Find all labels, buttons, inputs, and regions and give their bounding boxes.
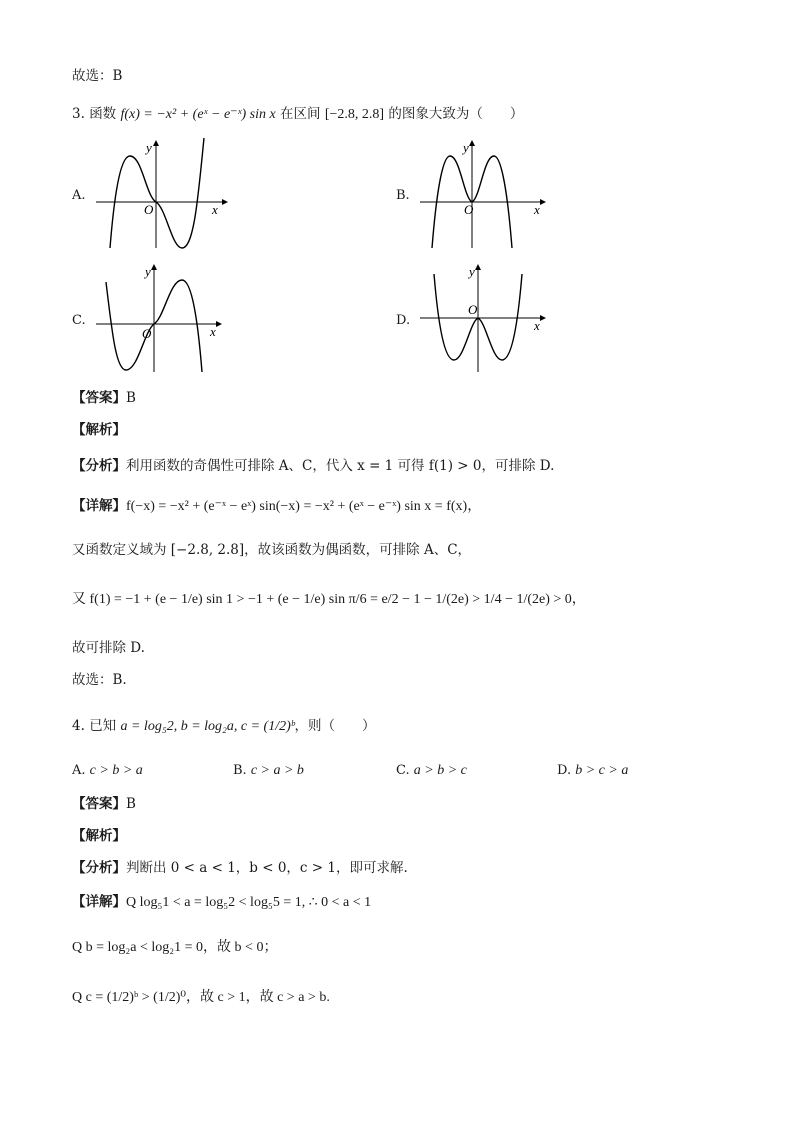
prev-conclusion: 故选：B [72, 68, 123, 84]
q3-xiangjie-2: 又函数定义域为 [−2.8, 2.8]，故该函数为偶函数，可排除 A、C， [72, 542, 472, 558]
q4-text-prefix: 已知 [89, 718, 117, 734]
answer-tag: 【答案】 [72, 796, 126, 812]
answer-value: B [126, 390, 136, 406]
origin-label: O [144, 202, 154, 217]
graph-option-b [416, 138, 556, 257]
q3-text-mid: 在区间 [280, 106, 321, 122]
option-d-label: D. [396, 313, 411, 328]
q3-fenxi [72, 456, 554, 476]
option-a-label: A. [72, 188, 86, 203]
q4-text-suffix: ，则（ ） [294, 718, 376, 734]
xiangjie-text: f(−x) = −x² + (e⁻ˣ − eˣ) sin(−x) = −x² + (eˣ − e⁻ˣ) sin x = f(x)， [126, 499, 482, 514]
origin-label: O [464, 202, 474, 217]
origin-label: O [142, 326, 152, 341]
fenxi-text: 判断出 0 < a < 1，b < 0，c > 1，即可求解. [126, 860, 408, 876]
curve [110, 138, 204, 248]
fenxi-tag: 【分析】 [72, 458, 126, 474]
x-axis-arrow [222, 199, 228, 205]
q4-answer [72, 794, 136, 814]
choice-c [396, 763, 467, 779]
q4-analysis-tag: 【解析】 [72, 828, 126, 844]
q3-text-prefix: 函数 [89, 106, 117, 122]
graph-option-d [416, 262, 556, 381]
q3-xiangjie-1 [72, 496, 481, 517]
choice-a-label: A. [72, 763, 86, 778]
choice-b [233, 763, 304, 779]
x-axis-label: x [534, 318, 540, 333]
q3-interval: [−2.8, 2.8] [324, 107, 385, 122]
q4-stem [72, 716, 376, 737]
y-axis-label: y [469, 264, 475, 279]
q3-stem [72, 104, 523, 125]
xiangjie-text: Q log₅1 < a = log₅2 < log₅5 = 1, ∴ 0 < a < 1 [126, 895, 372, 910]
option-b-label: B. [396, 188, 410, 203]
q4-formula: a = log₅2, b = log₂a, c = (1/2)ᵇ [120, 719, 295, 734]
choice-b-text: c > a > b [250, 763, 304, 778]
q3-conclusion: 故选：B. [72, 672, 127, 688]
option-c-label: C. [72, 313, 86, 328]
y-axis-arrow [475, 264, 481, 270]
x-axis-arrow [540, 199, 546, 205]
choice-d [557, 763, 628, 779]
q3-answer [72, 388, 136, 408]
y-axis-arrow [151, 264, 157, 270]
q3-formula: f(x) = −x² + (eˣ − e⁻ˣ) sin x [120, 107, 276, 122]
origin-label: O [468, 302, 478, 317]
q4-xiangjie-3: Q c = (1/2)ᵇ > (1/2)⁰，故 c > 1，故 c > a > b. [72, 990, 330, 1005]
x-axis-arrow [216, 321, 222, 327]
y-axis-label: y [146, 140, 152, 155]
y-axis-arrow [469, 140, 475, 146]
y-axis-arrow [153, 140, 159, 146]
y-axis-label: y [463, 140, 469, 155]
choice-c-text: a > b > c [413, 763, 467, 778]
choice-b-label: B. [233, 763, 247, 778]
choice-a [72, 763, 143, 779]
q3-analysis-tag: 【解析】 [72, 422, 126, 438]
y-axis-label: y [145, 264, 151, 279]
choice-d-label: D. [557, 763, 572, 778]
answer-tag: 【答案】 [72, 390, 126, 406]
xiangjie-tag: 【详解】 [72, 498, 126, 514]
graph-option-a [92, 138, 232, 257]
q3-number: 3. [72, 106, 85, 122]
x-axis-label: x [210, 324, 216, 339]
q4-number: 4. [72, 718, 85, 734]
choice-d-text: b > c > a [575, 763, 629, 778]
q4-xiangjie-2: Q b = log₂a < log₂1 = 0，故 b < 0； [72, 940, 278, 955]
q3-text-suffix: 的图象大致为（ ） [388, 106, 524, 122]
q3-xiangjie-3: 又 f(1) = −1 + (e − 1/e) sin 1 > −1 + (e − 1/e) sin π/6 = e/2 − 1 − 1/(2e) > 1/4 − 1/(2e) > 0， [72, 592, 586, 607]
answer-value: B [126, 796, 136, 812]
fenxi-tag: 【分析】 [72, 860, 126, 876]
x-axis-label: x [534, 202, 540, 217]
graph-option-c [92, 262, 232, 381]
q4-xiangjie-1 [72, 892, 371, 913]
choice-a-text: c > b > a [89, 763, 143, 778]
fenxi-text: 利用函数的奇偶性可排除 A、C，代入 x = 1 可得 f(1) > 0，可排除 D. [126, 458, 555, 474]
q4-fenxi [72, 858, 408, 878]
x-axis-arrow [540, 315, 546, 321]
x-axis-label: x [212, 202, 218, 217]
choice-c-label: C. [396, 763, 410, 778]
xiangjie-tag: 【详解】 [72, 894, 126, 910]
q3-xiangjie-4: 故可排除 D. [72, 640, 145, 656]
